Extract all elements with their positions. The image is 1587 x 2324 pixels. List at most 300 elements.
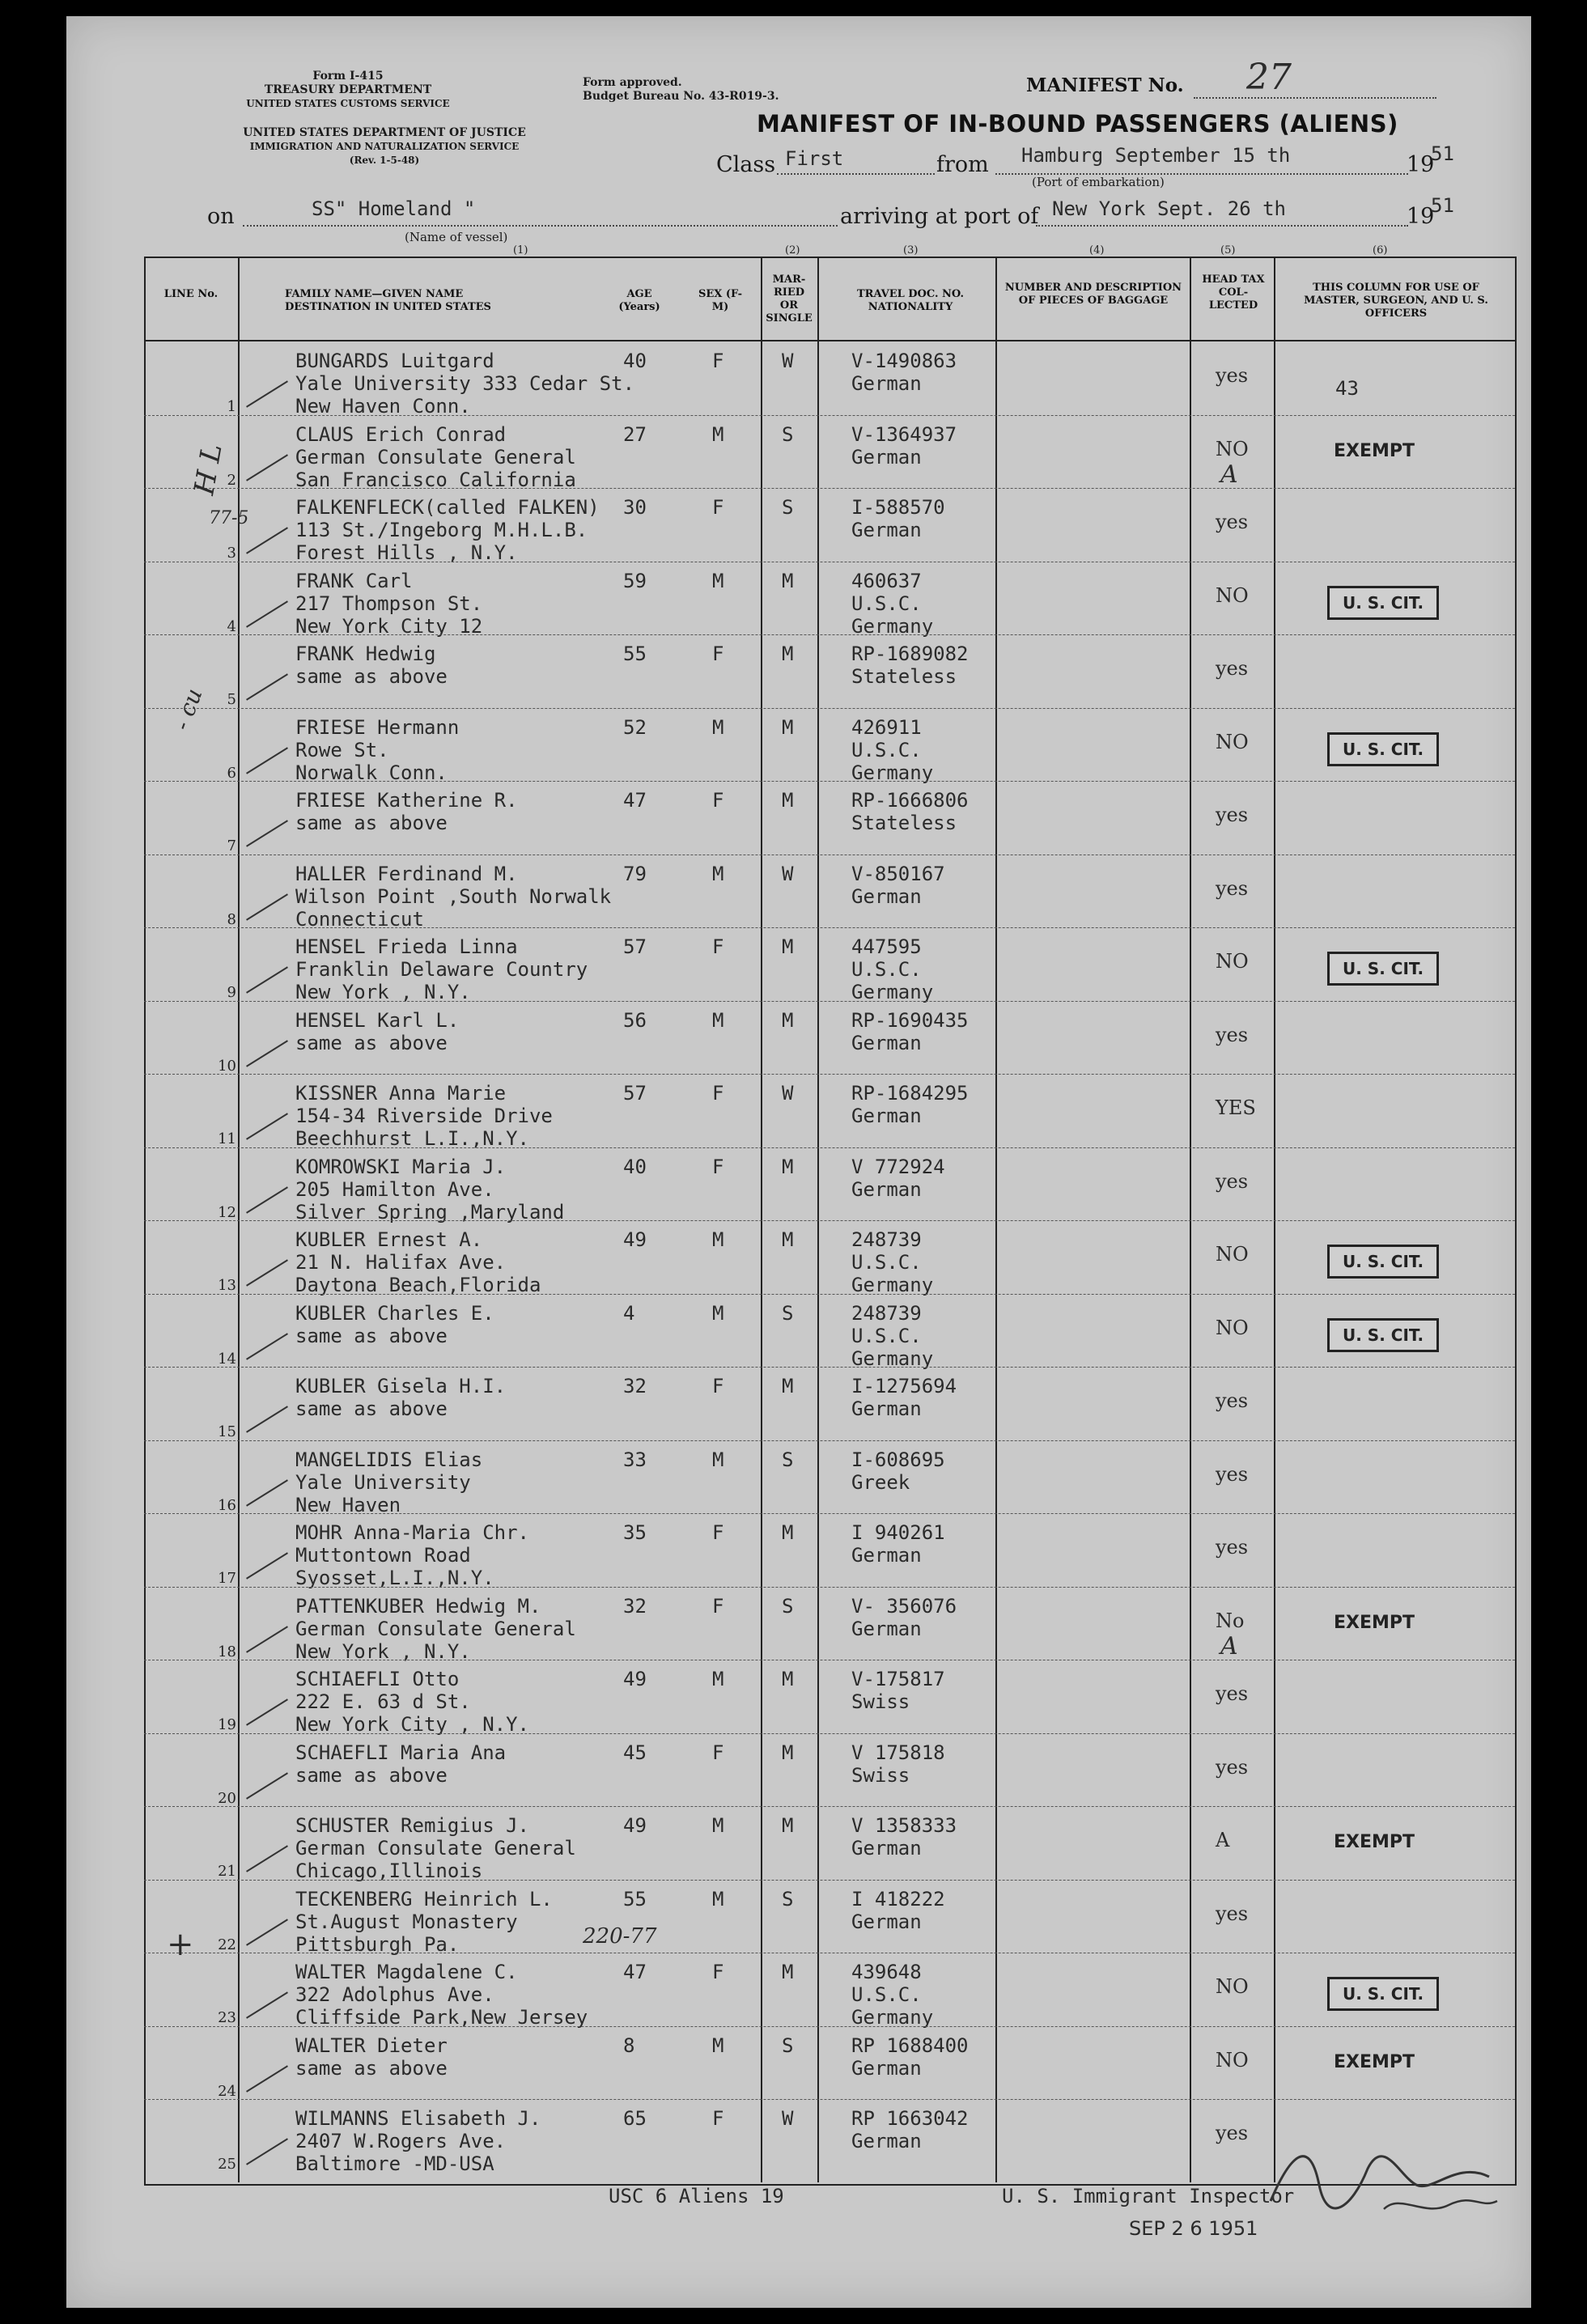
passenger-marital: M [782,1814,794,1837]
line-number: 24 [218,2082,236,2100]
destination-line-1: German Consulate General [295,1837,576,1860]
line-number: 1 [227,398,236,415]
passenger-age: 79 [623,862,647,885]
travel-doc: RP 1663042 [851,2107,969,2130]
margin-mark-ref: 77-5 [209,508,249,528]
destination-line-2: Forest Hills , N.Y. [295,541,518,564]
treasury-dept: TREASURY DEPARTMENT [264,83,432,96]
head-tax: NO [1216,730,1249,753]
us-citizen-stamp: U. S. CIT. [1327,586,1439,620]
passenger-marital: M [782,569,794,592]
form-number: Form I-415 [312,70,384,83]
passenger-name: BUNGARDS Luitgard [295,350,494,372]
passenger-marital: M [782,1521,794,1544]
line-number: 3 [227,545,236,562]
embarkation-note: (Port of embarkation) [1032,175,1165,189]
passenger-age: 52 [623,715,647,739]
passenger-sex: F [712,789,724,812]
nationality: German [851,445,922,469]
row-divider [144,2026,1515,2027]
passenger-name: MANGELIDIS Elias [295,1448,483,1471]
travel-doc: V- 356076 [851,1594,957,1618]
passenger-sex: F [712,1961,724,1983]
passenger-sex: F [712,1375,724,1397]
vessel-line [243,225,838,227]
arriving-line [1036,225,1408,227]
row-divider [144,1440,1515,1441]
year-1: 51 [1431,142,1454,165]
passenger-name: WILMANNS Elisabeth J. [295,2107,541,2130]
row-divider [144,2099,1515,2100]
line-number: 2 [227,471,236,489]
from-value: Hamburg September 15 th [1021,144,1291,167]
destination-line-1: German Consulate General [295,445,576,469]
line-number: 4 [227,617,236,635]
passenger-name: FRIESE Hermann [295,715,460,739]
passenger-age: 65 [623,2107,647,2130]
passenger-name: KUBLER Charles E. [295,1301,494,1325]
vessel-name: SS" Homeland " [312,197,476,220]
nationality: German [851,372,922,395]
destination-line-1: 222 E. 63 d St. [295,1690,471,1713]
head-tax: NO [1216,1975,1249,1998]
passenger-marital: S [782,2034,794,2057]
travel-doc: 248739 [851,1301,922,1325]
nationality: U.S.C. [851,1983,922,2006]
passenger-sex: M [712,1887,724,1911]
travel-doc: I-588570 [851,496,945,519]
head-tax: yes [1216,1682,1249,1705]
col-num-4: (4) [1089,244,1105,257]
head-tax: yes [1216,804,1249,826]
passenger-name: CLAUS Erich Conrad [295,422,507,446]
col-header-baggage: NUMBER AND DESCRIPTION OF PIECES OF BAGGAGE [1004,282,1182,307]
manifest-number: 27 [1246,57,1292,98]
row-divider [144,708,1515,709]
nationality: Stateless [851,665,957,688]
class-line [777,173,935,175]
destination-line-1: Wilson Point ,South Norwalk [295,884,612,908]
officer-note: 43 [1335,377,1359,400]
passenger-sex: M [712,1008,724,1032]
passenger-name: HALLER Ferdinand M. [295,862,518,885]
nationality: German [851,884,922,908]
head-tax: yes [1216,1902,1249,1925]
passenger-age: 59 [623,569,647,592]
passenger-sex: M [712,422,724,446]
passenger-name: WALTER Dieter [295,2034,448,2057]
passenger-age: 32 [623,1594,647,1618]
line-number: 18 [218,1643,236,1660]
destination-line-1: Yale University [295,1470,471,1494]
line-number: 21 [218,1863,236,1880]
us-citizen-stamp: U. S. CIT. [1327,952,1439,986]
row-divider [144,488,1515,489]
nationality: German [851,2056,922,2080]
head-tax: yes [1216,1462,1249,1486]
destination-line-1: 2407 W.Rogers Ave. [295,2130,507,2152]
head-tax: yes [1216,876,1249,900]
travel-doc: 426911 [851,715,922,739]
passenger-marital: M [782,1961,794,1983]
passenger-marital: S [782,1887,794,1911]
passenger-age: 33 [623,1448,647,1471]
passenger-sex: F [712,1155,724,1178]
col-num-3: (3) [903,244,919,257]
col-divider [238,257,240,2182]
exempt-stamp: EXEMPT [1334,440,1415,461]
destination-line-1: 113 St./Ingeborg M.H.L.B. [295,519,588,541]
arriving-value: New York Sept. 26 th [1052,197,1286,220]
travel-doc: V-1490863 [851,350,957,372]
row-divider [144,1294,1515,1295]
col-num-1: (1) [513,244,528,257]
line-number: 6 [227,764,236,782]
destination-line-1: Rowe St. [295,738,389,761]
passenger-sex: M [712,1668,724,1690]
line-number: 8 [227,910,236,928]
nationality: U.S.C. [851,1324,922,1347]
travel-doc: 439648 [851,1961,922,1983]
destination-line-1: same as above [295,1763,448,1787]
passenger-sex: M [712,2034,724,2057]
passenger-sex: F [712,2107,724,2130]
margin-mark-hl: H L [188,441,229,498]
us-citizen-stamp: U. S. CIT. [1327,1318,1439,1352]
passenger-marital: S [782,1301,794,1325]
head-tax: yes [1216,2122,1249,2144]
col-divider [817,257,819,2182]
nationality-country: Germany [851,1274,934,1296]
destination-line-1: 322 Adolphus Ave. [295,1983,494,2006]
passenger-age: 56 [623,1008,647,1032]
passenger-sex: M [712,1448,724,1471]
row-divider [144,1880,1515,1881]
passenger-age: 49 [623,1814,647,1837]
destination-line-1: same as above [295,2056,448,2080]
passenger-marital: M [782,715,794,739]
exempt-stamp: EXEMPT [1334,2051,1415,2072]
destination-line-2: New York City , N.Y. [295,1713,529,1736]
head-tax: A [1216,1829,1230,1851]
destination-line-2: Baltimore -MD-USA [295,2152,494,2175]
nationality: Greek [851,1470,910,1494]
passenger-age: 40 [623,1155,647,1178]
passenger-age: 40 [623,350,647,372]
row-divider [144,1147,1515,1148]
passenger-age: 27 [623,422,647,446]
form-approved: Form approved. [583,76,682,89]
destination-line-1: 217 Thompson St. [295,592,483,615]
line-number: 16 [218,1496,236,1514]
destination-line-2: Syosset,L.I.,N.Y. [295,1567,494,1589]
footer-inspector: U. S. Immigrant Inspector [1002,2185,1295,2207]
ins-service: IMMIGRATION AND NATURALIZATION SERVICE [249,141,520,152]
nationality: U.S.C. [851,1251,922,1274]
passenger-sex: M [712,1814,724,1837]
passenger-age: 4 [623,1301,635,1325]
passenger-name: PATTENKUBER Hedwig M. [295,1594,541,1618]
travel-doc: V-175817 [851,1668,945,1690]
nationality: German [851,1177,922,1201]
destination-line-2: Chicago,Illinois [295,1860,483,1882]
destination-line-1: same as above [295,1397,448,1420]
head-tax: yes [1216,1536,1249,1559]
form-header-treasury [243,70,453,111]
col-num-5: (5) [1220,244,1236,257]
passenger-marital: W [782,350,794,372]
passenger-marital: M [782,642,794,665]
destination-line-1: 205 Hamilton Ave. [295,1177,494,1201]
destination-line-2: Silver Spring ,Maryland [295,1200,565,1223]
passenger-sex: M [712,1228,724,1251]
footer-usc-count: USC 6 Aliens 19 [609,2185,784,2207]
col-header-line: LINE No. [163,288,219,300]
col-num-6: (6) [1373,244,1388,257]
passenger-name: KUBLER Gisela H.I. [295,1375,507,1397]
passenger-marital: M [782,1008,794,1032]
nationality-country: Germany [851,614,934,638]
us-citizen-stamp: U. S. CIT. [1327,1977,1439,2011]
nationality: German [851,1397,922,1420]
destination-line-2: Daytona Beach,Florida [295,1274,541,1296]
row-divider [144,927,1515,928]
manifest-title: MANIFEST OF IN-BOUND PASSENGERS (ALIENS) [757,110,1398,138]
line-number: 22 [218,1936,236,1953]
travel-doc: 447595 [851,935,922,958]
head-tax: NO [1216,1316,1249,1339]
nationality-country: Germany [851,981,934,1003]
passenger-name: SCHAEFLI Maria Ana [295,1741,507,1764]
from-label: from [936,152,989,177]
head-tax: yes [1216,1389,1249,1412]
manifest-label: MANIFEST No. [1026,74,1184,96]
line-number: 23 [218,2009,236,2026]
passenger-marital: W [782,2107,794,2130]
passenger-marital: S [782,422,794,446]
travel-doc: RP-1684295 [851,1082,969,1105]
destination-line-2: Norwalk Conn. [295,761,448,784]
row-divider [144,634,1515,635]
travel-doc: I-608695 [851,1448,945,1471]
header-divider [144,340,1515,341]
head-tax: NO [1216,1243,1249,1266]
head-tax: NO [1216,950,1249,973]
us-citizen-stamp: U. S. CIT. [1327,732,1439,766]
vessel-note: (Name of vessel) [405,230,508,244]
travel-doc: 248739 [851,1228,922,1251]
year-prefix-2: 19 [1407,204,1435,229]
passenger-sex: M [712,569,724,592]
destination-line-2: New York , N.Y. [295,981,471,1003]
nationality: German [851,1031,922,1054]
travel-doc: I-1275694 [851,1375,957,1397]
line-number: 17 [218,1570,236,1587]
head-tax: yes [1216,1169,1249,1193]
line-number: 20 [218,1789,236,1807]
destination-line-2: San Francisco California [295,468,576,491]
nationality: Swiss [851,1690,910,1713]
nationality: German [851,1910,922,1933]
line-number: 10 [218,1057,236,1075]
head-tax-initial: A [1220,1631,1238,1660]
passenger-sex: F [712,1521,724,1544]
passenger-name: MOHR Anna-Maria Chr. [295,1521,529,1544]
travel-doc: I 418222 [851,1887,945,1911]
row-divider [144,1733,1515,1734]
row-divider [144,1513,1515,1514]
nationality: U.S.C. [851,958,922,981]
passenger-age: 47 [623,789,647,812]
destination-line-2: Connecticut [295,907,424,931]
arriving-label: arriving at port of [840,204,1039,229]
destination-line-1: St.August Monastery [295,1910,518,1933]
destination-line-1: Muttontown Road [295,1544,471,1567]
passenger-marital: S [782,496,794,519]
line-number: 5 [227,691,236,708]
passenger-name: FRANK Carl [295,569,413,592]
head-tax: yes [1216,1023,1249,1046]
passenger-marital: M [782,1228,794,1251]
passenger-name: HENSEL Frieda Linna [295,935,518,958]
budget-bureau: Budget Bureau No. 43-R019-3. [583,90,779,103]
head-tax: yes [1216,657,1249,680]
inspector-signature [1262,2128,1505,2225]
revision: (Rev. 1-5-48) [349,155,420,166]
line-number: 12 [218,1203,236,1221]
passenger-sex: F [712,1082,724,1105]
us-citizen-stamp: U. S. CIT. [1327,1245,1439,1279]
passenger-age: 57 [623,935,647,958]
passenger-age: 30 [623,496,647,519]
travel-doc: RP-1689082 [851,642,969,665]
row-divider [144,1074,1515,1075]
head-tax: yes [1216,1755,1249,1779]
travel-doc: RP 1688400 [851,2034,969,2057]
passenger-sex: M [712,1301,724,1325]
passenger-sex: M [712,715,724,739]
passenger-age: 55 [623,1887,647,1911]
row-divider [144,1367,1515,1368]
row-divider [144,781,1515,782]
passenger-age: 49 [623,1228,647,1251]
passenger-age: 49 [623,1668,647,1690]
passenger-name: KUBLER Ernest A. [295,1228,483,1251]
destination-line-2: New York , N.Y. [295,1639,471,1663]
row-divider [144,1001,1515,1002]
passenger-sex: F [712,1594,724,1618]
destination-line-2: New Haven Conn. [295,395,471,418]
form-header-justice [194,126,575,168]
nationality: Stateless [851,812,957,834]
nationality: German [851,1617,922,1640]
col-divider [995,257,997,2182]
customs-service: UNITED STATES CUSTOMS SERVICE [246,98,450,109]
line-number: 13 [218,1277,236,1294]
margin-mark-plus: + [167,1926,194,1963]
nationality-country: Germany [851,2006,934,2029]
line-number: 9 [227,984,236,1001]
justice-dept: UNITED STATES DEPARTMENT OF JUSTICE [243,126,526,139]
nationality-country: Germany [851,761,934,784]
passenger-marital: W [782,862,794,885]
col-divider [1274,257,1275,2182]
passenger-name: SCHUSTER Remigius J. [295,1814,529,1837]
row-divider [144,1806,1515,1807]
destination-line-2: Pittsburgh Pa. [295,1932,460,1956]
destination-line-1: 21 N. Halifax Ave. [295,1251,507,1274]
travel-doc: V-1364937 [851,422,957,446]
nationality-country: Germany [851,1346,934,1370]
nationality: German [851,1544,922,1567]
line-number: 11 [218,1130,236,1147]
col-header-name: FAMILY NAME—GIVEN NAME DESTINATION IN UNITED STATES [285,288,491,313]
passenger-age: 57 [623,1082,647,1105]
col-header-sex: SEX (F-M) [698,288,743,313]
passenger-sex: F [712,642,724,665]
passenger-age: 32 [623,1375,647,1397]
destination-line-1: same as above [295,1324,448,1347]
passenger-name: FALKENFLECK(called FALKEN) [295,496,600,519]
travel-doc: RP-1666806 [851,789,969,812]
line-number: 19 [218,1716,236,1733]
passenger-age: 55 [623,642,647,665]
travel-doc: RP-1690435 [851,1008,969,1032]
passenger-name: FRIESE Katherine R. [295,789,518,812]
head-tax-initial: A [1220,460,1238,489]
nationality: German [851,2130,922,2152]
passenger-age: 45 [623,1741,647,1764]
passenger-age: 47 [623,1961,647,1983]
passenger-marital: S [782,1594,794,1618]
travel-doc: V 175818 [851,1741,945,1764]
travel-doc: 460637 [851,569,922,592]
class-value: First [785,147,844,170]
head-tax: YES [1216,1096,1256,1119]
passenger-age: 8 [623,2034,635,2057]
passenger-name: WALTER Magdalene C. [295,1961,518,1983]
head-tax: No [1216,1609,1245,1632]
exempt-stamp: EXEMPT [1334,1832,1415,1852]
line-number: 15 [218,1423,236,1440]
destination-line-1: Yale University 333 Cedar St. [295,372,635,395]
destination-line-1: Franklin Delaware Country [295,958,588,981]
passenger-name: FRANK Hedwig [295,642,436,665]
line-number: 7 [227,838,236,855]
margin-mark-pitts: 220-77 [583,1924,657,1949]
head-tax: NO [1216,437,1249,460]
nationality: Swiss [851,1763,910,1787]
exempt-stamp: EXEMPT [1334,1612,1415,1633]
nationality: German [851,519,922,541]
passenger-name: KISSNER Anna Marie [295,1082,507,1105]
passenger-marital: M [782,1668,794,1690]
head-tax: NO [1216,2048,1249,2072]
passenger-name: TECKENBERG Heinrich L. [295,1887,553,1911]
travel-doc: I 940261 [851,1521,945,1544]
destination-line-2: New York City 12 [295,614,483,638]
destination-line-1: German Consulate General [295,1617,576,1640]
passenger-name: SCHIAEFLI Otto [295,1668,460,1690]
travel-doc: V 772924 [851,1155,945,1178]
row-divider [144,1587,1515,1588]
margin-mark-cu: - cu [168,685,208,734]
destination-line-1: same as above [295,812,448,834]
col-divider [1190,257,1191,2182]
passenger-sex: F [712,350,724,372]
nationality: German [851,1837,922,1860]
passenger-marital: M [782,935,794,958]
